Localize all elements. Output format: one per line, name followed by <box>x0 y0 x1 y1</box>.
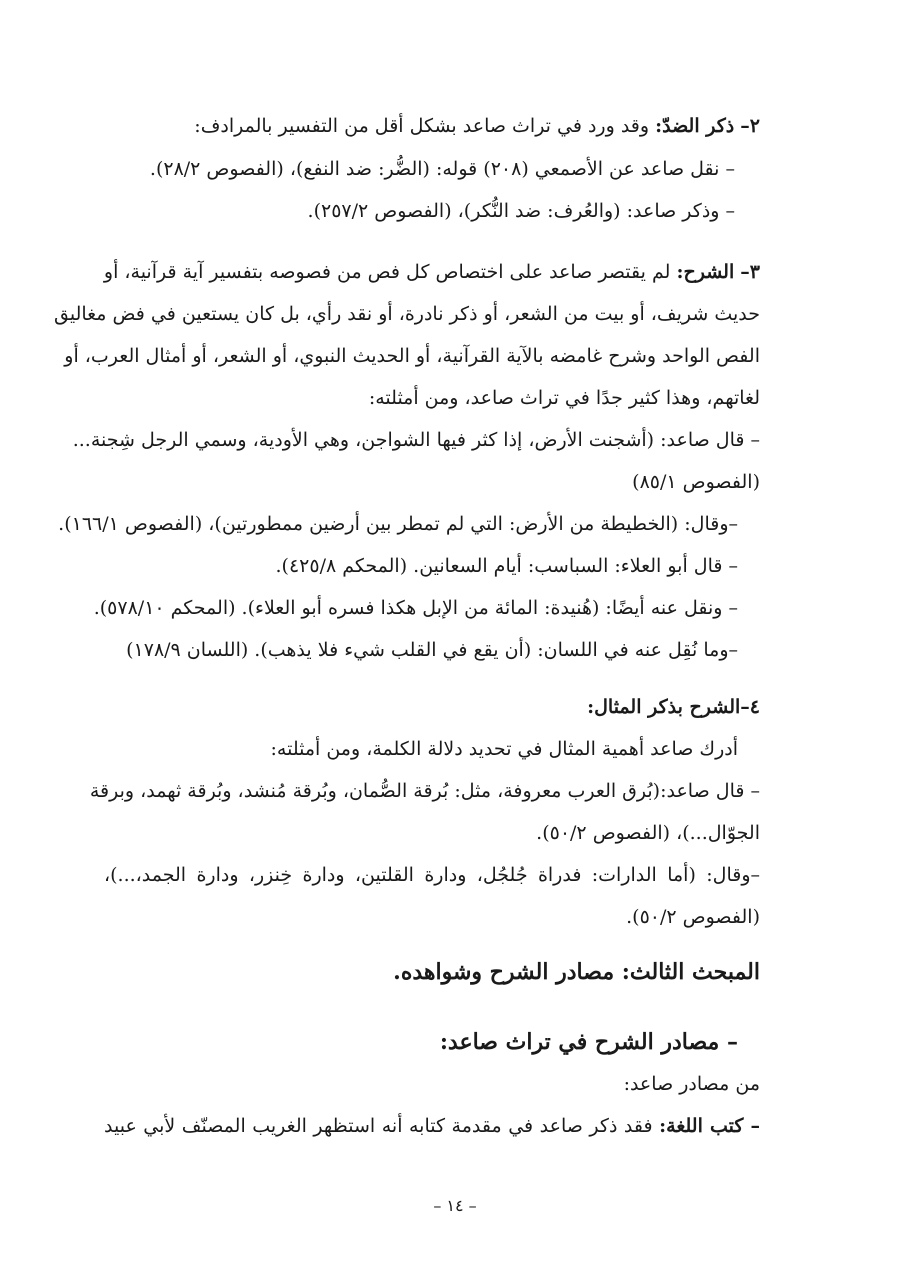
section-2-title: ذكر الضدّ: <box>655 115 735 137</box>
section-4-intro: أدرك صاعد أهمية المثال في تحديد دلالة الكلمة، ومن أمثلته: <box>270 738 738 760</box>
section-3-example-1-line-2: (الفصوص ٨٥/١) <box>632 471 760 493</box>
section-3-item-1: –وقال: (الخطيطة من الأرض: التي لم تمطر بين أرضين ممطورتين)، (الفصوص ١٦٦/١). <box>58 513 738 535</box>
section-3-item-3: – ونقل عنه أيضًا: (هُنيدة: المائة من الإبل هكذا فسره أبو العلاء). (المحكم ٥٧٨/١٠). <box>93 597 738 619</box>
section-3-line-1 <box>104 258 760 286</box>
section-4-example-2-line-1: –وقال: (أما الدارات: فدراة جُلجُل، ودارة القلتين، ودارة خِنزر، ودارة الجمد،...)، <box>104 864 760 886</box>
section-3-line-3: الفص الواحد وشرح غامضه بالآية القرآنية، أو الحديث النبوي، أو الشعر، أو أمثال العرب، أو <box>64 345 760 367</box>
books-text: فقد ذكر صاعد في مقدمة كتابه أنه استظهر الغريب المصنّف لأبي عبيد <box>104 1115 653 1137</box>
section-3-line-2: حديث شريف، أو بيت من الشعر، أو ذكر نادرة، أو نقد رأي، بل كان يستعين في فض مغاليق <box>53 303 760 325</box>
section-3-title: الشرح: <box>676 261 735 283</box>
section-2-item-1: – نقل صاعد عن الأصمعي (٢٠٨) قوله: (الضُّر: ضد النفع)، (الفصوص ٢٨/٢). <box>149 158 735 180</box>
section-2-heading-line <box>194 112 760 140</box>
section-3-line-4: لغاتهم، وهذا كثير جدًا في تراث صاعد، ومن أمثلته: <box>368 387 760 409</box>
chapter-heading: المبحث الثالث: مصادر الشرح وشواهده. <box>393 959 760 985</box>
section-3-text-1: لم يقتصر صاعد على اختصاص كل فص من فصوصه بتفسير آية قرآنية، أو <box>103 261 671 283</box>
section-2-number: ٢– <box>740 115 760 137</box>
section-3-example-1-line-1: – قال صاعد: (أشجنت الأرض، إذا كثر فيها الشواجن، وهي الأودية، وسمي الرجل شِجنة... <box>72 429 760 451</box>
section-2-item-2: – وذكر صاعد: (والعُرف: ضد النُّكر)، (الفصوص ٢٥٧/٢). <box>307 200 735 222</box>
section-4-example-1-line-1: – قال صاعد:(بُرق العرب معروفة، مثل: بُرقة الصُّمان، وبُرقة مُنشد، وبُرقة ثهمد، وبرقة <box>89 780 760 802</box>
section-4-title-text: ٤–الشرح بذكر المثال: <box>587 696 760 718</box>
page-number: – ١٤ – <box>433 1196 477 1215</box>
section-2-text: وقد ورد في تراث صاعد بشكل أقل من التفسير بالمرادف: <box>194 115 650 137</box>
sub-heading: – مصادر الشرح في تراث صاعد: <box>439 1029 738 1055</box>
books-label: – كتب اللغة: <box>659 1115 760 1137</box>
books-line <box>104 1112 760 1140</box>
section-3-item-4: –وما نُقِل عنه في اللسان: (أن يقع في القلب شيء فلا يذهب). (اللسان ١٧٨/٩) <box>126 639 738 661</box>
section-3-number: ٣– <box>740 261 760 283</box>
section-4-example-2-line-2: (الفصوص ٥٠/٢). <box>626 906 760 928</box>
section-4-example-1-line-2: الجوّال...)، (الفصوص ٥٠/٢). <box>536 822 760 844</box>
section-3-item-2: – قال أبو العلاء: السباسب: أيام السعانين. (المحكم ٤٢٥/٨). <box>275 555 738 577</box>
sources-intro: من مصادر صاعد: <box>623 1073 760 1095</box>
section-4-title <box>587 693 760 721</box>
